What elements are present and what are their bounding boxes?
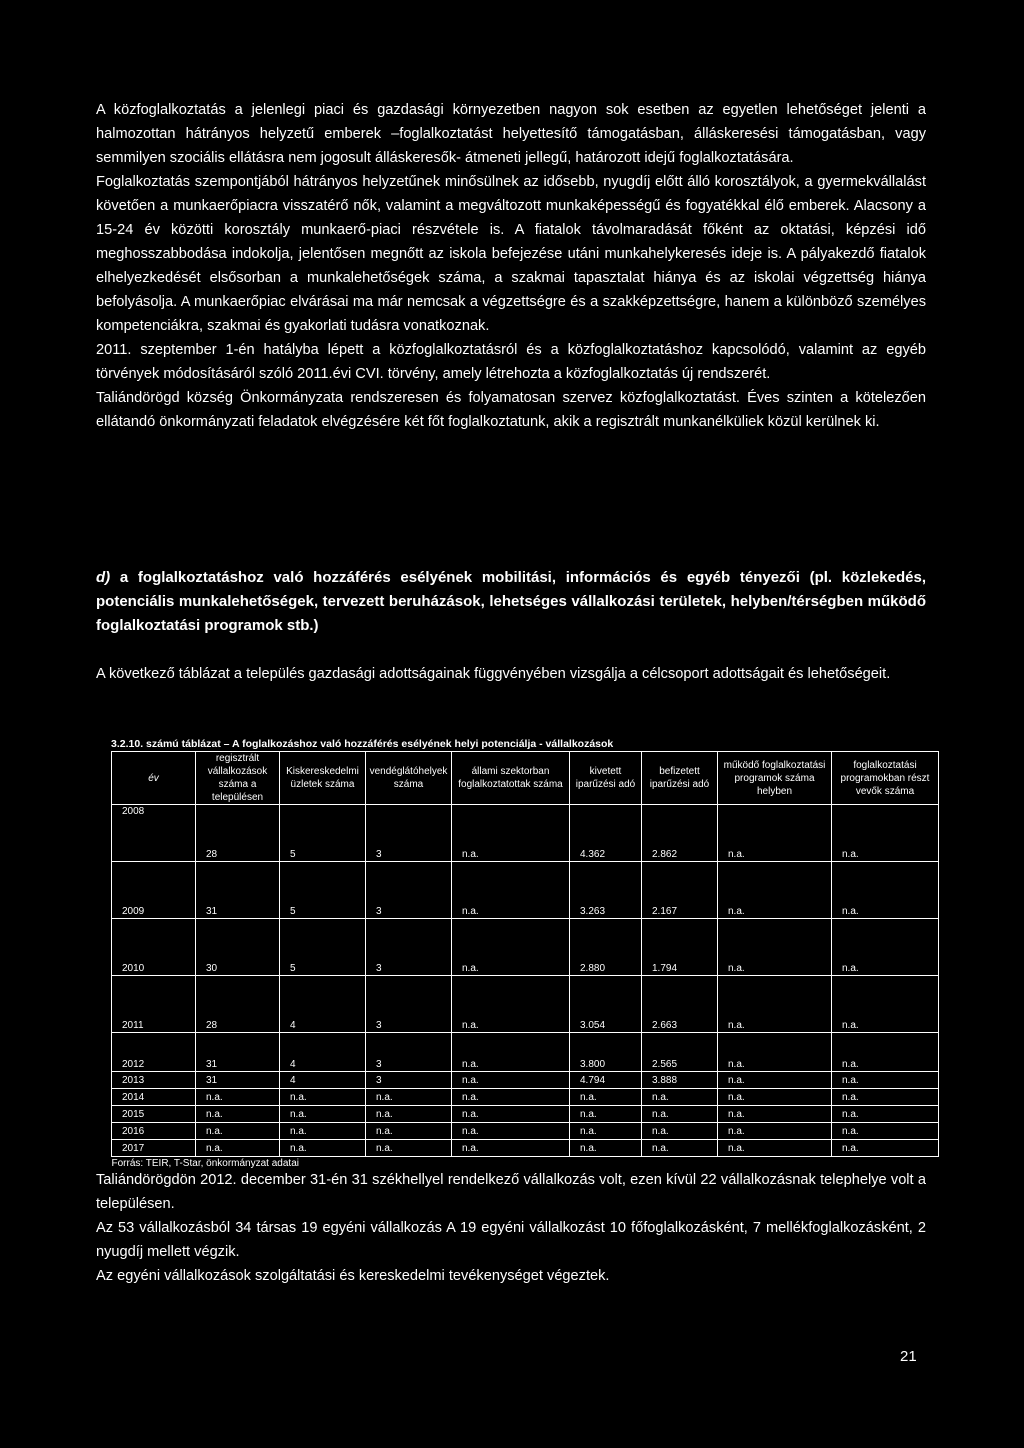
paragraph: 2011. szeptember 1-én hatályba lépett a közfoglalkoztatásról és a közfoglalkoztatáshoz kapcsolódó, valamint az egyéb törvények módosításáról szóló 2011.évi CVI. törvény, amely létrehozta a közfoglalkoztatás új rendszerét. <box>96 342 926 382</box>
table-row <box>112 919 939 976</box>
table-row <box>112 1140 939 1157</box>
column-header: befizetett iparűzési adó <box>642 752 718 805</box>
table-cell: 2.663 <box>642 976 718 1033</box>
table-row <box>112 976 939 1033</box>
table-cell: n.a. <box>642 1140 718 1157</box>
table-cell: n.a. <box>196 1089 280 1106</box>
table-caption: 3.2.10. számú táblázat – A foglalkozáshoz való hozzáférés esélyének helyi potenciálja - vállalkozások <box>111 738 614 750</box>
table-cell: n.a. <box>718 1089 832 1106</box>
table-cell: n.a. <box>832 1072 939 1089</box>
year-cell: 2017 <box>112 1140 196 1157</box>
table-cell: 4 <box>280 976 366 1033</box>
table-cell: n.a. <box>832 1033 939 1072</box>
table-cell: n.a. <box>280 1123 366 1140</box>
table-cell: 3.800 <box>570 1033 642 1072</box>
table-cell: 3 <box>366 1072 452 1089</box>
table-cell: n.a. <box>832 1140 939 1157</box>
paragraph: Az egyéni vállalkozások szolgáltatási és kereskedelmi tevékenységet végeztek. <box>96 1268 610 1284</box>
table-cell: 4.794 <box>570 1072 642 1089</box>
year-cell: 2014 <box>112 1089 196 1106</box>
table-cell: n.a. <box>832 976 939 1033</box>
table-cell: 4 <box>280 1033 366 1072</box>
year-cell: 2011 <box>112 976 196 1033</box>
table-cell: n.a. <box>452 805 570 862</box>
paragraph: Foglalkoztatás szempontjából hátrányos helyzetűnek minősülnek az idősebb, nyugdíj előtt álló korosztályok, a gyermekvállalást követően a munkaerőpiacra visszatérő nők, valamint a megváltozott munkaképességű és fogyatékkal élő emberek. Alacsony a 15-24 év közötti korosztály munkaerő-piaci részvétele is. A fiatalok távolmaradását főként az oktatási, képzési idő meghosszabbodása indokolja, jelentősen megnőtt az iskola befejezése utáni munkahelykeresés ideje is. A pályakezdő fiatalok elhelyezkedését elsősorban a munkalehetőségek száma, a szakmai tapasztalat hiánya és az iskolai végzettség hiánya befolyásolja. A munkaerőpiac elvárásai ma már nemcsak a végzettségre és a szakképzettségre, hanem a különböző személyes kompetenciákra, szakmai és gyakorlati tudásra vonatkoznak. <box>96 174 926 334</box>
table-cell: 2.167 <box>642 862 718 919</box>
table-cell: 3 <box>366 862 452 919</box>
table-cell: 5 <box>280 862 366 919</box>
table-cell: 31 <box>196 1072 280 1089</box>
table-cell: 31 <box>196 1033 280 1072</box>
table-cell: 3.888 <box>642 1072 718 1089</box>
table-cell: 2.880 <box>570 919 642 976</box>
table-cell: n.a. <box>718 1123 832 1140</box>
table-row <box>112 1072 939 1089</box>
table-cell: n.a. <box>366 1140 452 1157</box>
table-cell: n.a. <box>452 1140 570 1157</box>
table-cell: 4.362 <box>570 805 642 862</box>
table-cell: 3 <box>366 805 452 862</box>
table-cell: 3 <box>366 976 452 1033</box>
table-cell: n.a. <box>196 1106 280 1123</box>
table-row <box>112 1123 939 1140</box>
table-source: Forrás: TEIR, T-Star, önkormányzat adatai <box>111 1158 299 1169</box>
paragraph: Taliándörögdön 2012. december 31-én 31 székhellyel rendelkező vállalkozás volt, ezen kívül 22 vállalkozásnak telephelye volt a településen. <box>96 1172 926 1212</box>
table-cell: n.a. <box>832 1106 939 1123</box>
intro-text <box>96 98 926 434</box>
table-cell: n.a. <box>452 862 570 919</box>
section-letter: d) <box>96 569 111 586</box>
table-cell: n.a. <box>718 1106 832 1123</box>
table-cell: 28 <box>196 976 280 1033</box>
page-number: 21 <box>900 1348 917 1365</box>
table-cell: n.a. <box>718 862 832 919</box>
paragraph: Taliándörögd község Önkormányzata rendszeresen és folyamatosan szervez közfoglalkoztatást. Éves szinten a kötelezően ellátandó önkormányzati feladatok elvégzésére két főt foglalkoztatunk, akik a regisztrált munkanélküliek közül kerülnek ki. <box>96 390 926 430</box>
table-cell: n.a. <box>452 1089 570 1106</box>
table-cell: n.a. <box>570 1123 642 1140</box>
year-cell: 2009 <box>112 862 196 919</box>
year-cell: 2008 <box>112 805 196 862</box>
column-header: regisztrált vállalkozások száma a településen <box>196 752 280 805</box>
table-cell: n.a. <box>832 1123 939 1140</box>
closing-text <box>96 1168 926 1288</box>
table-cell: n.a. <box>366 1106 452 1123</box>
table-cell: n.a. <box>718 1072 832 1089</box>
table-cell: 3 <box>366 919 452 976</box>
table-cell: 28 <box>196 805 280 862</box>
paragraph: Az 53 vállalkozásból 34 társas 19 egyéni vállalkozás A 19 egyéni vállalkozást 10 főfoglalkozásként, 7 mellékfoglalkozásként, 2 nyugdíj mellett végzik. <box>96 1220 926 1260</box>
table-cell: 3.263 <box>570 862 642 919</box>
year-cell: 2016 <box>112 1123 196 1140</box>
table-cell: 1.794 <box>642 919 718 976</box>
table-cell: n.a. <box>642 1106 718 1123</box>
year-cell: 2012 <box>112 1033 196 1072</box>
table-cell: n.a. <box>196 1123 280 1140</box>
table-cell: 5 <box>280 919 366 976</box>
table-cell: n.a. <box>718 1033 832 1072</box>
paragraph: A következő táblázat a település gazdasági adottságainak függvényében vizsgálja a célcsoport adottságait és lehetőségeit. <box>96 666 891 682</box>
table-cell: n.a. <box>832 862 939 919</box>
table-cell: n.a. <box>832 1089 939 1106</box>
table-cell: n.a. <box>570 1140 642 1157</box>
column-header: kivetett iparűzési adó <box>570 752 642 805</box>
table-cell: 2.565 <box>642 1033 718 1072</box>
table-cell: 2.862 <box>642 805 718 862</box>
table-cell: n.a. <box>280 1140 366 1157</box>
section-heading <box>96 566 926 638</box>
column-header: foglalkoztatási programokban részt vevők száma <box>832 752 939 805</box>
table-cell: n.a. <box>832 805 939 862</box>
table-row <box>112 805 939 862</box>
table-cell: n.a. <box>570 1106 642 1123</box>
column-header: vendéglátóhelyek száma <box>366 752 452 805</box>
table-cell: 30 <box>196 919 280 976</box>
table-row <box>112 1033 939 1072</box>
table-cell: n.a. <box>452 919 570 976</box>
table-cell: n.a. <box>452 1106 570 1123</box>
table-cell: n.a. <box>570 1089 642 1106</box>
table-body <box>112 805 939 1157</box>
data-table <box>111 751 939 1171</box>
section-heading-text: a foglalkoztatáshoz való hozzáférés esélyének mobilitási, információs és egyéb tényezői (pl. közlekedés, potenciális munkalehetőségek, tervezett beruházások, lehetséges vállalkozási területek, helyben/térségben működő foglalkoztatási programok stb.) <box>96 569 926 634</box>
column-header: állami szektorban foglalkoztatottak száma <box>452 752 570 805</box>
column-header: év <box>112 752 196 805</box>
table-cell: n.a. <box>642 1123 718 1140</box>
table-cell: 3 <box>366 1033 452 1072</box>
table-cell: n.a. <box>452 1123 570 1140</box>
table-row <box>112 1106 939 1123</box>
table-cell: n.a. <box>718 976 832 1033</box>
table-cell: n.a. <box>718 919 832 976</box>
table-cell: n.a. <box>280 1089 366 1106</box>
table-cell: 31 <box>196 862 280 919</box>
table-cell: n.a. <box>718 805 832 862</box>
year-cell: 2013 <box>112 1072 196 1089</box>
table-header-row <box>112 752 939 805</box>
paragraph: A közfoglalkoztatás a jelenlegi piaci és gazdasági környezetben nagyon sok esetben az egyetlen lehetőséget jelenti a halmozottan hátrányos helyzetű emberek –foglalkoztatást helyettesítő támogatásban, álláskeresési támogatásban, vagy semmilyen szociális ellátásra nem jogosult álláskeresők- átmeneti jellegű, határozott idejű foglalkoztatására. <box>96 102 926 166</box>
table-cell: n.a. <box>196 1140 280 1157</box>
column-header: Kiskereskedelmi üzletek száma <box>280 752 366 805</box>
column-header: működő foglalkoztatási programok száma helyben <box>718 752 832 805</box>
table-cell: n.a. <box>366 1123 452 1140</box>
table-cell: n.a. <box>832 919 939 976</box>
table-cell: n.a. <box>642 1089 718 1106</box>
table-cell: n.a. <box>452 976 570 1033</box>
year-cell: 2015 <box>112 1106 196 1123</box>
table-cell: n.a. <box>280 1106 366 1123</box>
table-cell: n.a. <box>452 1033 570 1072</box>
table-cell: 4 <box>280 1072 366 1089</box>
table-row <box>112 862 939 919</box>
table-cell: n.a. <box>366 1089 452 1106</box>
year-cell: 2010 <box>112 919 196 976</box>
table-row <box>112 1089 939 1106</box>
table-cell: n.a. <box>718 1140 832 1157</box>
table-cell: 5 <box>280 805 366 862</box>
table-cell: 3.054 <box>570 976 642 1033</box>
table-intro-text <box>96 662 926 686</box>
table-cell: n.a. <box>452 1072 570 1089</box>
